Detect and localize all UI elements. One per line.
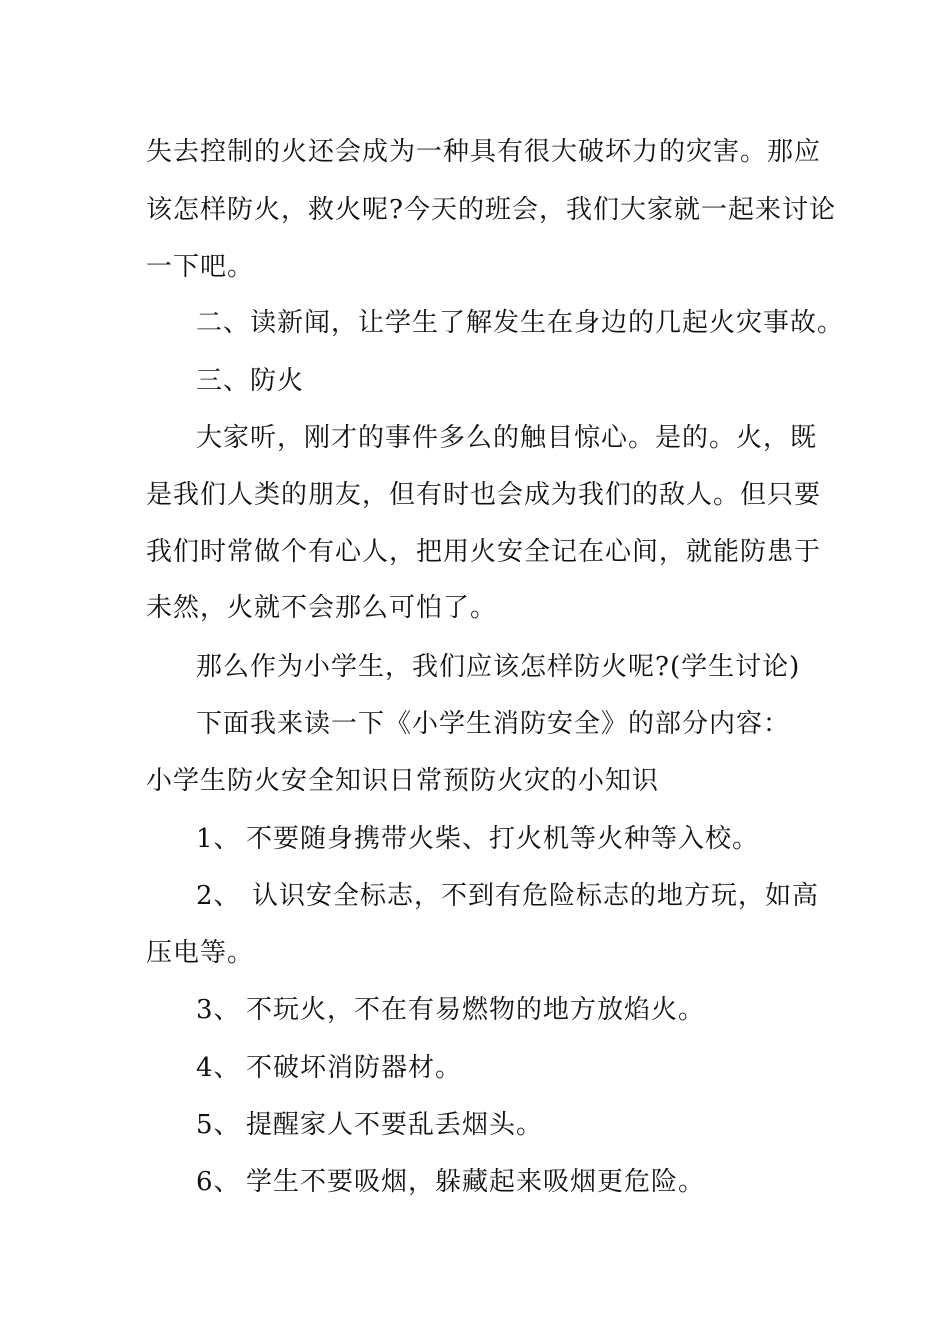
paragraph-1-line-2: 该怎样防火，救火呢?今天的班会，我们大家就一起来讨论 [146,195,836,225]
paragraph-1-line-3: 一下吧。 [146,252,255,282]
list-item [196,1051,462,1085]
list-item-number: 3、 [196,995,241,1025]
list-item [196,1165,705,1199]
list-item-number: 5、 [196,1110,241,1140]
paragraph-4-line-4: 未然，火就不会那么可怕了。 [146,593,498,623]
list-item-number: 4、 [196,1053,241,1083]
paragraph-4-line-3: 我们时常做个有心人，把用火安全记在心间，就能防患于 [146,537,822,567]
section-2-heading: 二、读新闻，让学生了解发生在身边的几起火灾事故。 [196,308,845,338]
list-item-number: 6、 [196,1167,241,1197]
list-item-number: 2、 [196,881,241,911]
list-item-text: 认识安全标志，不到有危险标志的地方玩，如高 [252,881,820,911]
paragraph-5: 那么作为小学生，我们应该怎样防火呢?(学生讨论) [196,652,801,682]
section-3-heading: 三、防火 [196,366,305,396]
paragraph-4-line-1: 大家听，刚才的事件多么的触目惊心。是的。火，既 [196,423,818,453]
list-item-text: 不玩火，不在有易燃物的地方放焰火。 [246,995,706,1025]
list-item [196,993,705,1027]
list-item [196,1108,543,1142]
list-item-number: 1、 [196,824,241,854]
paragraph-1-line-1: 失去控制的火还会成为一种具有很大破坏力的灾害。那应 [146,137,822,167]
list-item-continuation: 压电等。 [146,938,255,968]
list-item-text: 提醒家人不要乱丢烟头。 [246,1110,544,1140]
list-item [196,822,759,856]
list-item-text: 不破坏消防器材。 [246,1053,463,1083]
list-item-text: 学生不要吸烟，躲藏起来吸烟更危险。 [246,1167,706,1197]
list-item-text: 不要随身携带火柴、打火机等火种等入校。 [246,824,760,854]
knowledge-title: 小学生防火安全知识日常预防火灾的小知识 [146,766,660,796]
paragraph-6: 下面我来读一下《小学生消防安全》的部分内容： [196,709,791,739]
list-item [196,879,819,913]
paragraph-4-line-2: 是我们人类的朋友，但有时也会成为我们的敌人。但只要 [146,480,822,510]
